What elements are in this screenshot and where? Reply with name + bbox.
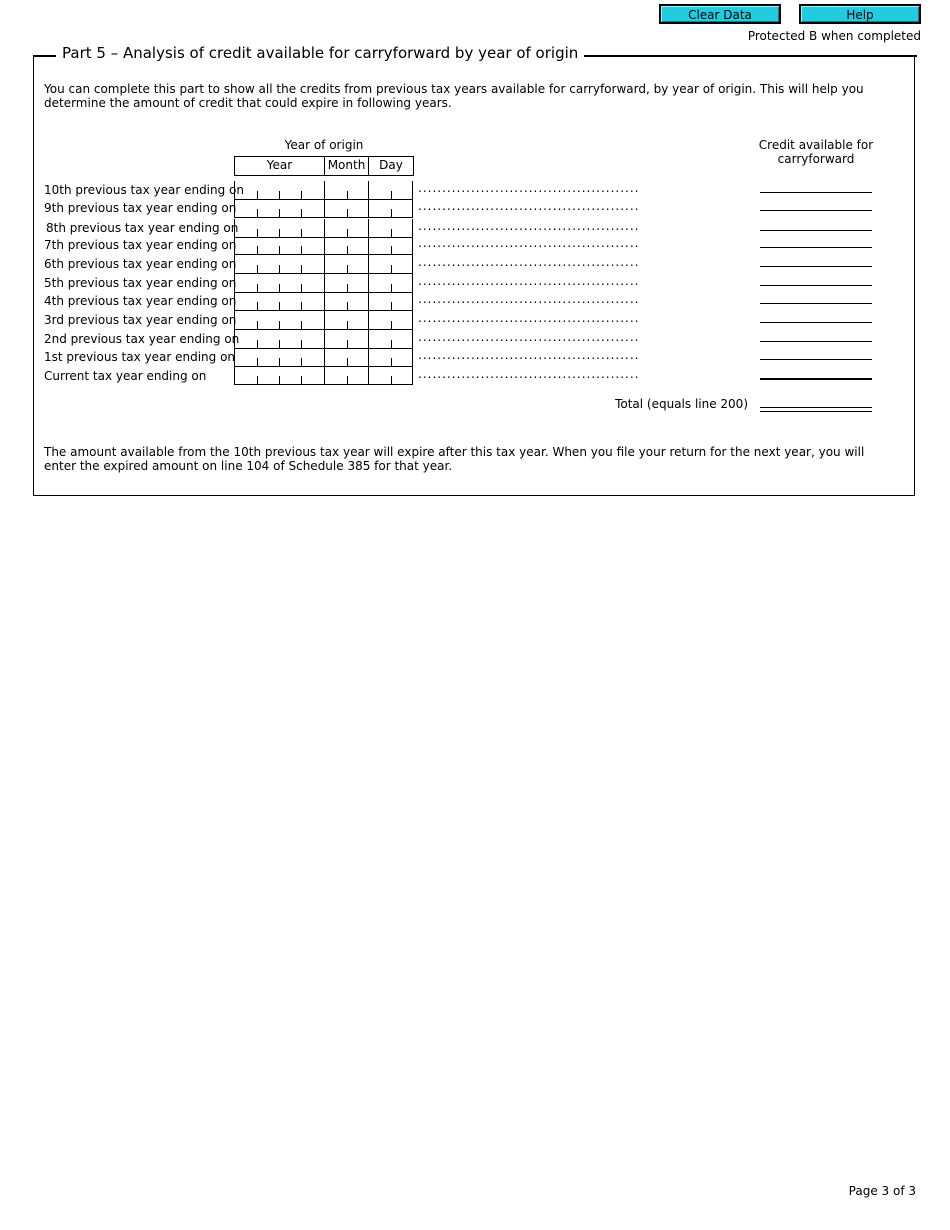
leader-dots: .............................................. bbox=[418, 199, 640, 213]
digit-separator bbox=[391, 284, 392, 292]
total-amount-field[interactable] bbox=[760, 404, 872, 412]
digit-separator bbox=[301, 284, 302, 292]
digit-separator bbox=[279, 246, 280, 254]
digit-separator bbox=[391, 265, 392, 273]
day-input[interactable] bbox=[368, 255, 413, 274]
digit-separator bbox=[279, 191, 280, 199]
row-label: 7th previous tax year ending on bbox=[44, 238, 237, 252]
part5-footnote: The amount available from the 10th previous tax year will expire after this tax year. When you file your return for the next year, you will enter the expired amount on line 104 of Schedule 385 for that year. bbox=[44, 445, 865, 473]
row-label: Current tax year ending on bbox=[44, 369, 207, 383]
leader-dots: .............................................. bbox=[418, 292, 640, 306]
digit-separator bbox=[257, 302, 258, 310]
day-input[interactable] bbox=[368, 311, 413, 330]
year-input[interactable] bbox=[234, 311, 324, 330]
day-input[interactable] bbox=[368, 199, 413, 218]
month-input[interactable] bbox=[324, 292, 368, 311]
digit-separator bbox=[279, 321, 280, 329]
digit-separator bbox=[301, 358, 302, 366]
year-input[interactable] bbox=[234, 181, 324, 200]
row-label: 4th previous tax year ending on bbox=[44, 294, 237, 308]
digit-separator bbox=[257, 358, 258, 366]
digit-separator bbox=[301, 209, 302, 217]
total-label: Total (equals line 200) bbox=[615, 397, 748, 411]
credit-amount-field[interactable] bbox=[760, 378, 872, 380]
month-input[interactable] bbox=[324, 330, 368, 349]
year-of-origin-header: Year of origin bbox=[284, 138, 364, 152]
digit-separator bbox=[391, 302, 392, 310]
digit-separator bbox=[279, 265, 280, 273]
digit-separator bbox=[279, 340, 280, 348]
leader-dots: .............................................. bbox=[418, 367, 640, 381]
clear-data-button[interactable]: Clear Data bbox=[659, 4, 781, 24]
digit-separator bbox=[391, 358, 392, 366]
leader-dots: .............................................. bbox=[418, 181, 640, 195]
credit-amount-field[interactable] bbox=[760, 341, 872, 342]
row-label: 5th previous tax year ending on bbox=[44, 276, 237, 290]
year-input[interactable] bbox=[234, 348, 324, 367]
month-input[interactable] bbox=[324, 255, 368, 274]
digit-separator bbox=[347, 376, 348, 384]
digit-separator bbox=[257, 321, 258, 329]
digit-separator bbox=[279, 284, 280, 292]
leader-dots: .............................................. bbox=[418, 236, 640, 250]
year-header: Year bbox=[235, 157, 325, 175]
row-label: 6th previous tax year ending on bbox=[44, 257, 237, 271]
credit-amount-field[interactable] bbox=[760, 210, 872, 211]
digit-separator bbox=[347, 246, 348, 254]
leader-dots: .............................................. bbox=[418, 348, 640, 362]
year-input[interactable] bbox=[234, 274, 324, 293]
digit-separator bbox=[391, 340, 392, 348]
leader-dots: .............................................. bbox=[418, 311, 640, 325]
digit-separator bbox=[279, 358, 280, 366]
month-input[interactable] bbox=[324, 274, 368, 293]
digit-separator bbox=[301, 321, 302, 329]
year-input[interactable] bbox=[234, 292, 324, 311]
row-label: 10th previous tax year ending on bbox=[44, 183, 244, 197]
day-input[interactable] bbox=[368, 292, 413, 311]
credit-amount-field[interactable] bbox=[760, 192, 872, 193]
digit-separator bbox=[301, 340, 302, 348]
digit-separator bbox=[257, 284, 258, 292]
month-input[interactable] bbox=[324, 181, 368, 200]
credit-amount-field[interactable] bbox=[760, 303, 872, 304]
digit-separator bbox=[391, 321, 392, 329]
digit-separator bbox=[391, 376, 392, 384]
date-header-box bbox=[234, 156, 414, 176]
digit-separator bbox=[257, 340, 258, 348]
month-input[interactable] bbox=[324, 311, 368, 330]
credit-amount-field[interactable] bbox=[760, 285, 872, 286]
year-input[interactable] bbox=[234, 236, 324, 255]
credit-amount-field[interactable] bbox=[760, 266, 872, 267]
leader-dots: .............................................. bbox=[418, 330, 640, 344]
part5-title: Part 5 – Analysis of credit available for carryforward by year of origin bbox=[56, 43, 584, 63]
day-input[interactable] bbox=[368, 348, 413, 367]
year-input[interactable] bbox=[234, 330, 324, 349]
leader-dots: .............................................. bbox=[418, 274, 640, 288]
day-input[interactable] bbox=[368, 181, 413, 200]
year-input[interactable] bbox=[234, 255, 324, 274]
day-input[interactable] bbox=[368, 367, 413, 385]
day-input[interactable] bbox=[368, 236, 413, 255]
help-button[interactable]: Help bbox=[799, 4, 921, 24]
digit-separator bbox=[301, 376, 302, 384]
digit-separator bbox=[347, 358, 348, 366]
digit-separator bbox=[347, 302, 348, 310]
digit-separator bbox=[347, 321, 348, 329]
digit-separator bbox=[301, 302, 302, 310]
digit-separator bbox=[279, 302, 280, 310]
credit-amount-field[interactable] bbox=[760, 230, 872, 231]
leader-dots: .............................................. bbox=[418, 219, 640, 233]
part5-intro: You can complete this part to show all the credits from previous tax years available for carryforward, by year of origin. This will help you determine the amount of credit that could expire in following years. bbox=[44, 82, 864, 110]
digit-separator bbox=[347, 340, 348, 348]
row-label: 1st previous tax year ending on bbox=[44, 350, 236, 364]
digit-separator bbox=[301, 265, 302, 273]
credit-header: Credit available for carryforward bbox=[758, 138, 874, 166]
digit-separator bbox=[301, 191, 302, 199]
digit-separator bbox=[391, 209, 392, 217]
credit-amount-field[interactable] bbox=[760, 359, 872, 360]
digit-separator bbox=[257, 209, 258, 217]
digit-separator bbox=[347, 191, 348, 199]
day-input[interactable] bbox=[368, 330, 413, 349]
digit-separator bbox=[257, 376, 258, 384]
digit-separator bbox=[301, 246, 302, 254]
digit-separator bbox=[347, 265, 348, 273]
credit-amount-field[interactable] bbox=[760, 322, 872, 323]
month-input[interactable] bbox=[324, 236, 368, 255]
row-label: 9th previous tax year ending on bbox=[44, 201, 237, 215]
page-number: Page 3 of 3 bbox=[848, 1184, 916, 1198]
digit-separator bbox=[391, 246, 392, 254]
digit-separator bbox=[257, 265, 258, 273]
digit-separator bbox=[257, 191, 258, 199]
year-input[interactable] bbox=[234, 199, 324, 218]
day-input[interactable] bbox=[368, 274, 413, 293]
month-input[interactable] bbox=[324, 367, 368, 385]
digit-separator bbox=[279, 209, 280, 217]
digit-separator bbox=[257, 246, 258, 254]
month-input[interactable] bbox=[324, 348, 368, 367]
year-input[interactable] bbox=[234, 367, 324, 385]
row-label: 8th previous tax year ending on bbox=[46, 221, 239, 235]
month-input[interactable] bbox=[324, 199, 368, 218]
digit-separator bbox=[347, 209, 348, 217]
day-header: Day bbox=[379, 158, 403, 172]
row-label: 2nd previous tax year ending on bbox=[44, 332, 240, 346]
leader-dots: .............................................. bbox=[418, 255, 640, 269]
digit-separator bbox=[347, 284, 348, 292]
protected-label: Protected B when completed bbox=[747, 29, 921, 43]
digit-separator bbox=[279, 376, 280, 384]
digit-separator bbox=[391, 191, 392, 199]
credit-amount-field[interactable] bbox=[760, 247, 872, 248]
month-header: Month bbox=[325, 157, 369, 175]
row-label: 3rd previous tax year ending on bbox=[44, 313, 237, 327]
